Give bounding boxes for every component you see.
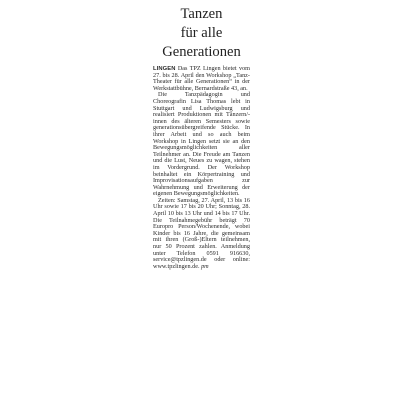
article-headline <box>153 5 250 62</box>
headline-line: Generationen <box>162 44 241 60</box>
headline-line: für alle <box>180 25 223 41</box>
article-body <box>153 66 250 270</box>
author-signature: pm <box>201 262 209 270</box>
article-paragraph <box>153 92 250 198</box>
paragraph-text: Zeiten: Samstag, 27. April, 13 bis 16 Uhr sowie 17 bis 20 Uhr; Sonntag, 28. April 10 bis 13 Uhr und 14 bis 17 Uhr. Die Teilnahmegebühr beträgt 70 Europro Person/Wochenende, wobei Kinder bis 16 Jahre, die gemeinsam mit ihren (Groß-)Eltern teilnehmen, nur 50 Prozent zahlen. Anmeldung unter Telefon 0591 916630, service@tpzlingen.de oder online: www.tpzlingen.de. <box>153 196 250 270</box>
paragraph-text: Die Tanzpädagogin und Choreografin Lisa Thomas lebt in Stuttgart und Ludwigsburg und realisiert Produktionen mit Tänzern/-innen des älteren Semesters sowie generationsübergreifende Stücke. In ihrer Arbeit und so auch beim Workshop in Lingen setzt sie an den Bewegungsmöglichkeiten aller Teilnehmer an. Die Freude am Tanzen und die Lust, Neues zu wagen, stehen im Vordergrund. Der Workshop beinhaltet ein Körpertraining und Improvisationsaufgaben zur Wahrnehmung und Erweiterung der eigenen Bewegungsmöglichkeiten. <box>153 91 250 198</box>
paragraph-text: Das TPZ Lingen bietet vom 27. bis 28. April den Workshop „Tanz-Theater für alle Generationen“ in der Werkstattbühne, Bernardstraße 43, an. <box>153 65 250 92</box>
dateline: LINGEN <box>153 66 176 72</box>
newspaper-article <box>153 5 250 270</box>
headline-line: Tanzen <box>180 6 223 22</box>
article-paragraph-dates <box>153 198 250 271</box>
article-paragraph-intro <box>153 66 250 92</box>
